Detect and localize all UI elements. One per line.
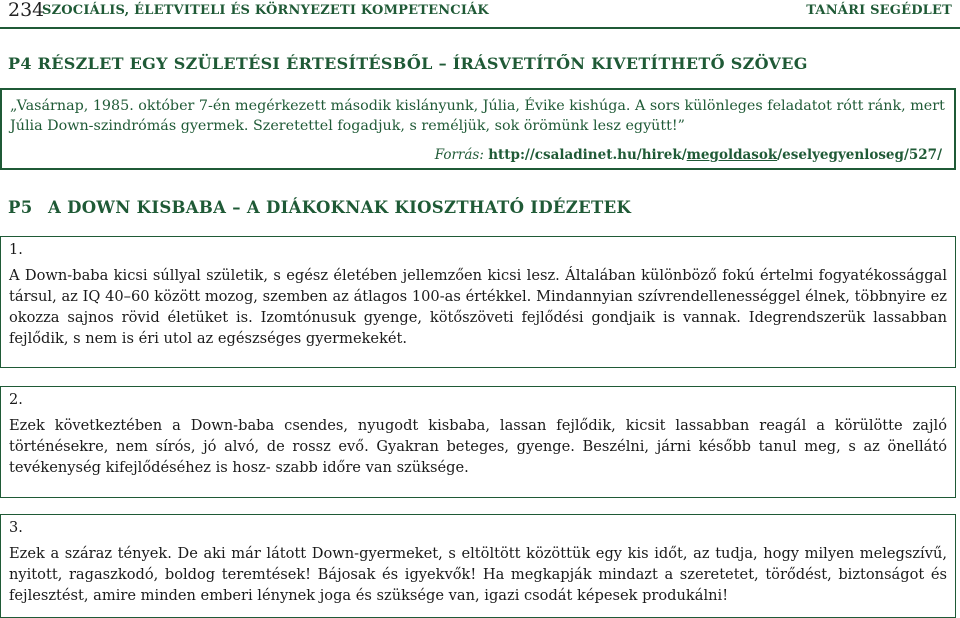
p4-excerpt-box <box>0 88 956 170</box>
p5-title: A DOWN KISBABA – A DIÁKOKNAK KIOSZTHATÓ IDÉZETEK <box>48 198 632 217</box>
quote-card-2 <box>0 386 956 498</box>
p4-excerpt-text: „Vasárnap, 1985. október 7-én megérkezett második kislányunk, Júlia, Évike kishúga. A sors különleges feladatot rótt ránk, mert Júlia Down-szindrómás gyermek. Szeretettel fogadjuk, s reméljük, sok örömünk lesz együtt!” <box>10 98 945 134</box>
quote-text: Ezek következtében a Down-baba csendes, nyugodt kisbaba, lassan fejlődik, kicsit lassabban reagál a körülötte zajló történésekre, nem sírós, jó alvó, de rossz evő. Gyakran beteges, gyenge. Beszélni, járni később tanul meg, s az önellátó tevékenység kifejlődéséhez is hosz- szabb időre van szüksége. <box>9 417 947 476</box>
source-link[interactable] <box>488 147 942 163</box>
quote-number: 2. <box>9 392 23 408</box>
page-number: 234 <box>8 0 45 21</box>
header-divider <box>0 27 960 29</box>
source-label: Forrás: <box>434 147 484 163</box>
quote-number: 1. <box>9 242 23 258</box>
running-role-label: TANÁRI SEGÉDLET <box>806 3 952 18</box>
quote-number: 3. <box>9 520 23 536</box>
running-section-title: SZOCIÁLIS, ÉLETVITELI ÉS KÖRNYEZETI KOMPETENCIÁK <box>42 3 489 18</box>
quote-text: Ezek a száraz tények. De aki már látott Down-gyermeket, s eltöltött közöttük egy kis időt, az tudja, hogy milyen melegszívű, nyitott, ragaszkodó, boldog teremtések! Bájosak és igyekvők! Ha megkapják mindazt a szeretetet, törődést, biztonságot és fejlesztést, amire minden emberi lénynek joga és szüksége van, igazi csodát képesek produkálni! <box>9 545 947 604</box>
p5-heading <box>8 198 631 217</box>
p5-code: P5 <box>8 198 33 217</box>
p4-source-line <box>435 147 942 163</box>
source-url-underlined: megoldasok <box>686 147 778 163</box>
quote-card-3 <box>0 514 956 618</box>
page-header <box>0 0 960 30</box>
p4-heading: P4 RÉSZLET EGY SZÜLETÉSI ÉRTESÍTÉSBŐL – ÍRÁSVETÍTŐN KIVETÍTHETŐ SZÖVEG <box>8 54 808 73</box>
source-url-end: /eselyegyenloseg/527/ <box>777 147 942 163</box>
quote-text: A Down-baba kicsi súllyal születik, s egész életében jellemzően kicsi lesz. Általában különböző fokú értelmi fogyatékossággal társul, az IQ 40–60 között mozog, szemben az átlagos 100-as értékkel. Mindannyian szívrendellenességgel élnek, többnyire ez okozza sajnos rövid életüket is. Izomtónusuk gyenge, kötőszöveti fejlődési gondjaik is vannak. Idegrendszerük lassabban fejlődik, s nem is éri utol az egészséges gyermekekét. <box>9 267 947 347</box>
source-url-start: http://csaladinet.hu/hirek/ <box>488 147 687 163</box>
quote-card-1 <box>0 236 956 368</box>
